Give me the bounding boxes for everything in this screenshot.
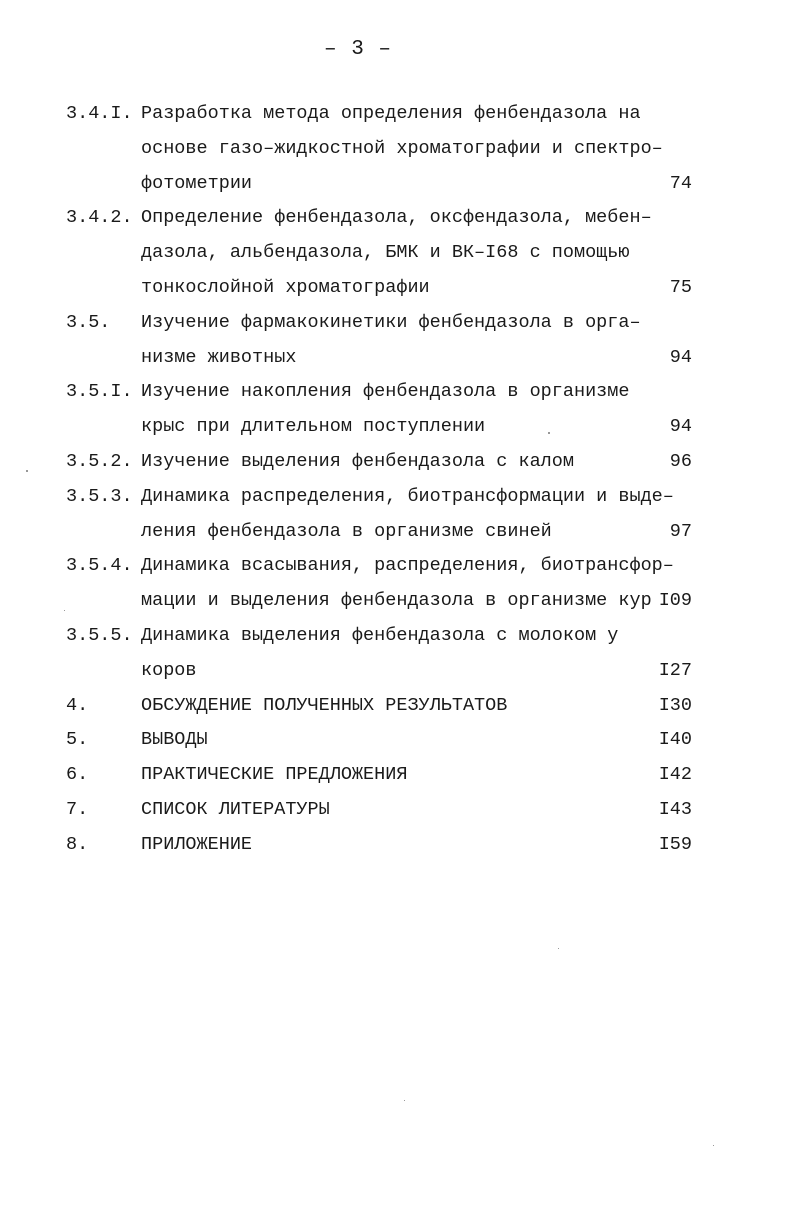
toc-section-title: низме животных: [141, 346, 297, 368]
toc-section-title: дазола, альбендазола, БМК и ВК–I68 с помощью: [141, 242, 630, 264]
toc-line: [66, 549, 696, 584]
toc-line: [66, 410, 696, 445]
toc-page-number: 74: [669, 172, 692, 194]
toc-entry: [66, 619, 696, 689]
toc-page-number: I42: [658, 764, 692, 786]
toc-section-title: Изучение выделения фенбендазола с калом: [141, 450, 574, 472]
toc-section-title: ВЫВОДЫ: [141, 729, 208, 751]
toc-section-title: Определение фенбендазола, оксфендазола, мебен–: [141, 207, 652, 229]
toc-section-title: ПРИЛОЖЕНИЕ: [141, 833, 253, 855]
scan-speck: [404, 1100, 405, 1101]
toc-section-title: ПРАКТИЧЕСКИЕ ПРЕДЛОЖЕНИЯ: [141, 764, 408, 786]
toc-section-number: 6.: [66, 764, 89, 786]
toc-section-title: мации и выделения фенбендазола в организме кур: [141, 590, 652, 612]
toc-section-title: Изучение накопления фенбендазола в организме: [141, 381, 630, 403]
toc-line: [66, 306, 696, 341]
toc-section-number: 3.5.2.: [66, 450, 133, 472]
toc-section-title: ления фенбендазола в организме свиней: [141, 520, 552, 542]
toc-entry: [66, 375, 696, 445]
toc-section-title: Динамика выделения фенбендазола с молоком у: [141, 624, 619, 646]
toc-section-number: 8.: [66, 833, 89, 855]
toc-line: [66, 793, 696, 828]
toc-line: [66, 375, 696, 410]
toc-line: [66, 445, 696, 480]
scan-speck: [548, 432, 550, 434]
toc-section-number: 3.5.3.: [66, 485, 133, 507]
toc-entry: [66, 549, 696, 619]
toc-line: [66, 515, 696, 550]
toc-section-title: ОБСУЖДЕНИЕ ПОЛУЧЕННЫХ РЕЗУЛЬТАТОВ: [141, 694, 508, 716]
toc-line: [66, 201, 696, 236]
toc-page-number: 94: [669, 416, 692, 438]
toc-section-title: Динамика всасывания, распределения, биотрансфор–: [141, 555, 674, 577]
toc-line: [66, 828, 696, 863]
toc-entry: [66, 689, 696, 724]
table-of-contents: [66, 97, 696, 863]
toc-line: [66, 167, 696, 202]
toc-entry: [66, 723, 696, 758]
toc-section-title: фотометрии: [141, 172, 253, 194]
toc-entry: [66, 97, 696, 201]
toc-section-number: 3.5.4.: [66, 555, 133, 577]
toc-line: [66, 236, 696, 271]
toc-page-number: 96: [669, 450, 692, 472]
toc-line: [66, 271, 696, 306]
toc-line: [66, 723, 696, 758]
toc-page-number: 94: [669, 346, 692, 368]
scan-speck: [713, 1145, 714, 1146]
toc-section-title: Разработка метода определения фенбендазола на: [141, 103, 641, 124]
toc-section-title: крыс при длительном поступлении: [141, 416, 486, 438]
toc-line: [66, 97, 696, 132]
toc-section-title: Изучение фармакокинетики фенбендазола в орга–: [141, 311, 641, 333]
toc-line: [66, 619, 696, 654]
toc-section-title: основе газо–жидкостной хроматографии и спектро–: [141, 137, 663, 159]
toc-page-number: I09: [658, 590, 692, 612]
toc-page-number: 75: [669, 276, 692, 298]
toc-page-number: I40: [658, 729, 692, 751]
toc-section-number: 3.5.I.: [66, 381, 133, 403]
toc-entry: [66, 793, 696, 828]
toc-section-title: СПИСОК ЛИТЕРАТУРЫ: [141, 798, 330, 820]
page-number: – 3 –: [323, 38, 392, 61]
toc-section-number: 3.4.I.: [66, 103, 133, 124]
toc-page-number: I27: [658, 659, 692, 681]
toc-entry: [66, 480, 696, 550]
toc-entry: [66, 758, 696, 793]
toc-page-number: I59: [658, 833, 692, 855]
toc-page-number: I43: [658, 798, 692, 820]
toc-entry: [66, 306, 696, 376]
toc-line: [66, 654, 696, 689]
toc-entry: [66, 828, 696, 863]
toc-section-number: 5.: [66, 729, 89, 751]
toc-line: [66, 132, 696, 167]
toc-line: [66, 758, 696, 793]
toc-line: [66, 341, 696, 376]
toc-line: [66, 584, 696, 619]
toc-line: [66, 480, 696, 515]
toc-entry: [66, 201, 696, 305]
toc-page-number: I30: [658, 694, 692, 716]
toc-line: [66, 689, 696, 724]
toc-section-number: 7.: [66, 798, 89, 820]
toc-section-title: тонкослойной хроматографии: [141, 276, 430, 298]
scan-speck: [558, 948, 559, 949]
toc-section-title: Динамика распределения, биотрансформации и выде–: [141, 485, 674, 507]
toc-section-number: 4.: [66, 694, 89, 716]
toc-section-number: 3.5.5.: [66, 624, 133, 646]
scan-speck: [26, 470, 28, 472]
scan-speck: [64, 610, 65, 611]
toc-section-number: 3.4.2.: [66, 207, 133, 229]
toc-section-number: 3.5.: [66, 311, 111, 333]
toc-section-title: коров: [141, 659, 197, 681]
toc-entry: [66, 445, 696, 480]
toc-page-number: 97: [669, 520, 692, 542]
